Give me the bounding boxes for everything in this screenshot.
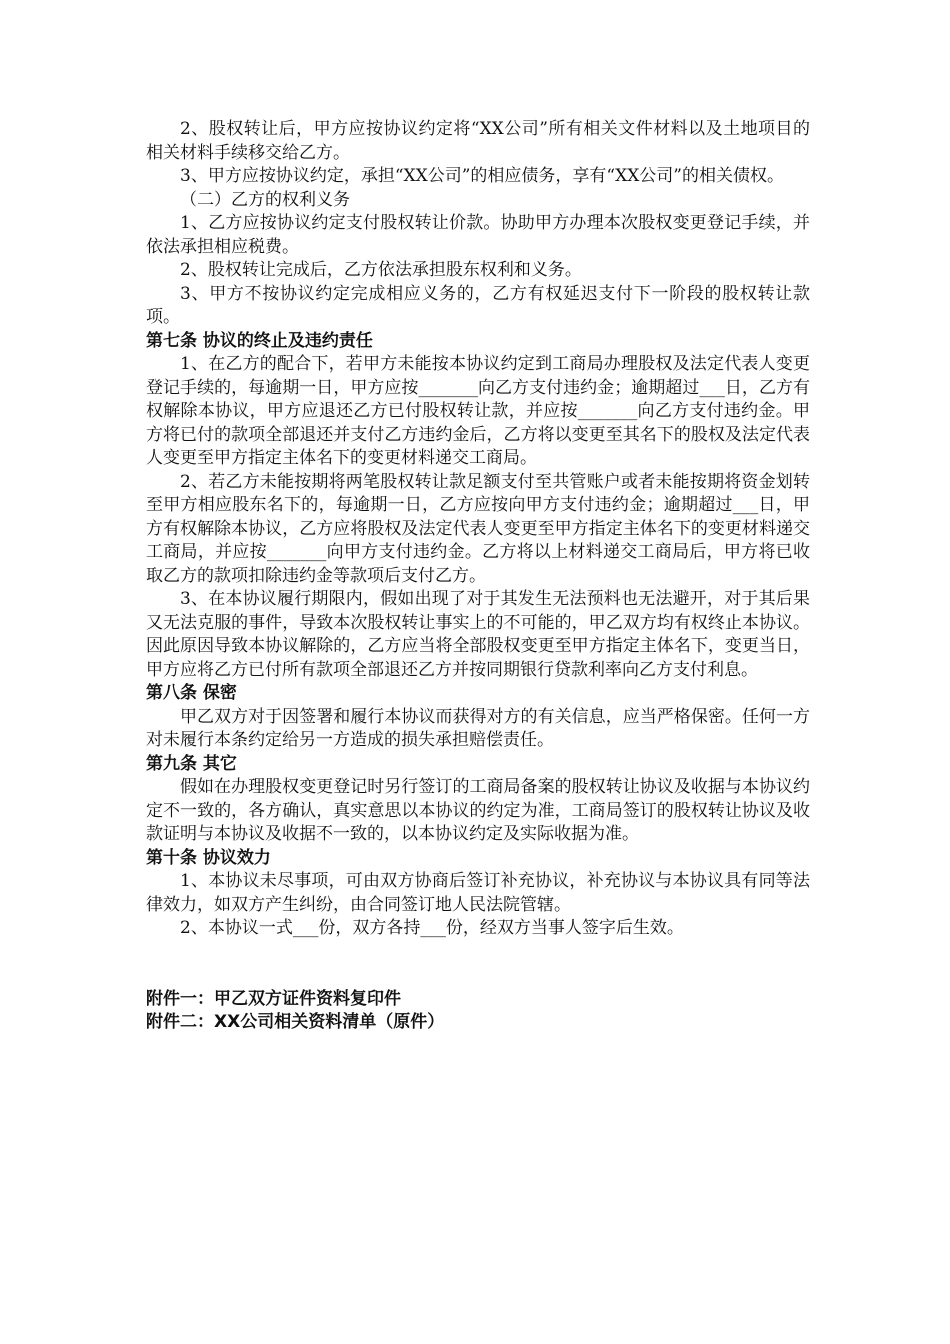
article-9-heading: 第九条 其它 xyxy=(146,753,237,774)
blank-space xyxy=(146,941,810,988)
paragraph: 2、股权转让完成后，乙方依法承担股东权利和义务。 xyxy=(180,260,582,280)
contract-page xyxy=(146,118,810,1035)
paragraph: 1、本协议未尽事项，可由双方协商后签订补充协议，补充协议与本协议具有同等法律效力，如双方产生纠纷，由合同签订地人民法院管辖。 xyxy=(146,871,810,915)
article-8-heading: 第八条 保密 xyxy=(146,683,237,703)
paragraph: 2、股权转让后，甲方应按协议约定将“XX公司”所有相关文件材料以及土地项目的相关材料手续移交给乙方。 xyxy=(146,119,810,163)
paragraph: 2、若乙方未能按期将两笔股权转让款足额支付至共管账户或者未能按期将资金划转至甲方相应股东名下的，每逾期一日，乙方应按向甲方支付违约金；逾期超过___日，甲方有权解除本协议，乙方应将股权及法定代表人变更至甲方指定主体名下的变更材料递交工商局，并应按_______向甲方支付违约金。乙方将以上材料递交工商局后，甲方将已收取乙方的款项扣除违约金等款项后支付乙方。 xyxy=(146,471,810,586)
paragraph: 2、本协议一式___份，双方各持___份，经双方当事人签字后生效。 xyxy=(180,918,684,938)
attachment-2: 附件二：XX公司相关资料清单（原件） xyxy=(146,1012,445,1032)
article-10-heading: 第十条 协议效力 xyxy=(146,847,271,868)
paragraph: 1、乙方应按协议约定支付股权转让价款。协助甲方办理本次股权变更登记手续，并依法承担相应税费。 xyxy=(146,213,810,257)
attachment-1: 附件一：甲乙双方证件资料复印件 xyxy=(146,988,401,1009)
paragraph: 假如在办理股权变更登记时另行签订的工商局备案的股权转让协议及收据与本协议约定不一致的，各方确认，真实意思以本协议的约定为准，工商局签订的股权转让协议及收款证明与本协议及收据不一致的，以本协议约定及实际收据为准。 xyxy=(146,777,810,844)
paragraph: 3、甲方不按协议约定完成相应义务的，乙方有权延迟支付下一阶段的股权转让款项。 xyxy=(146,283,810,327)
paragraph: 3、甲方应按协议约定，承担“XX公司”的相应债务，享有“XX公司”的相关债权。 xyxy=(180,166,784,186)
paragraph: 1、在乙方的配合下，若甲方未能按本协议约定到工商局办理股权及法定代表人变更登记手续的，每逾期一日，甲方应按_______向乙方支付违约金；逾期超过___日，乙方有权解除本协议，甲方应退还乙方已付股权转让款，并应按_______向乙方支付违约金。甲方将已付的款项全部退还并支付乙方违约金后，乙方将以变更至其名下的股权及法定代表人变更至甲方指定主体名下的变更材料递交工商局。 xyxy=(146,354,810,468)
paragraph: 甲乙双方对于因签署和履行本协议而获得对方的有关信息，应当严格保密。任何一方对未履行本条约定给另一方造成的损失承担赔偿责任。 xyxy=(146,706,810,750)
article-7-heading: 第七条 协议的终止及违约责任 xyxy=(146,330,373,351)
subsection-heading: （二）乙方的权利义务 xyxy=(180,189,350,210)
paragraph: 3、在本协议履行期限内，假如出现了对于其发生无法预料也无法避开，对于其后果又无法克服的事件，导致本次股权转让事实上的不可能的，甲乙双方均有权终止本协议。因此原因导致本协议解除的，乙方应当将全部股权变更至甲方指定主体名下，变更当日，甲方应将乙方已付所有款项全部退还乙方并按同期银行贷款利率向乙方支付利息。 xyxy=(146,589,810,680)
